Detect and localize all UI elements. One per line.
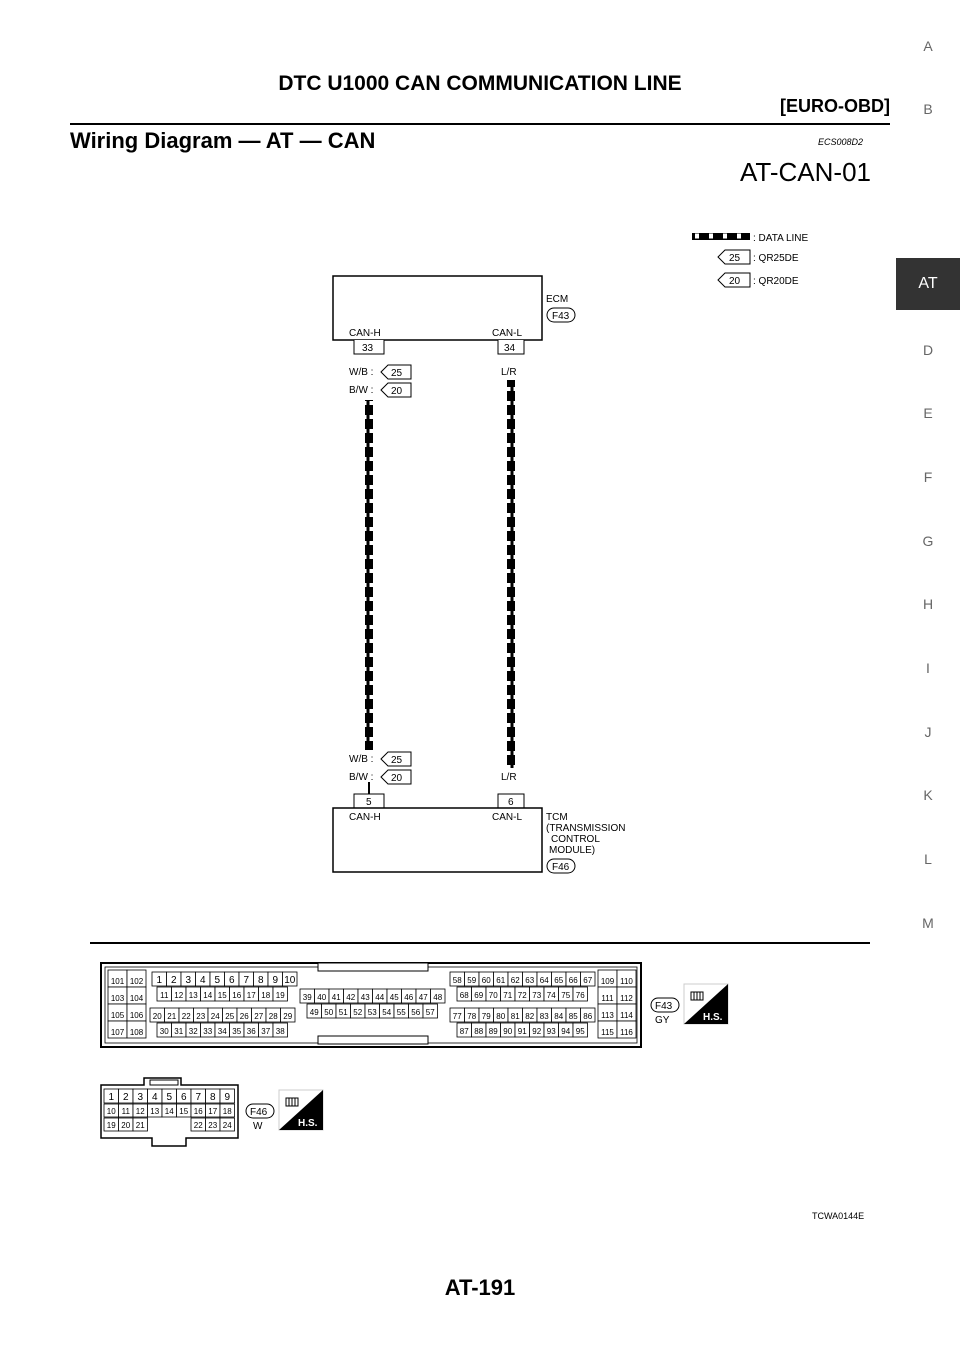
pin-number: 71: [503, 991, 513, 1000]
legend: [692, 233, 809, 287]
connector-f43-face: [101, 963, 641, 1047]
pin-number: 23: [208, 1121, 218, 1130]
pin-number: 87: [459, 1027, 469, 1036]
pin-number: 116: [620, 1028, 633, 1037]
pin-number: 2: [122, 1092, 129, 1103]
pin-number: 7: [243, 975, 250, 986]
pin-number: 115: [601, 1028, 614, 1037]
pin-number: 101: [110, 977, 125, 986]
pin-number: 82: [525, 1012, 535, 1021]
pin-number: 24: [210, 1012, 220, 1021]
tab-at[interactable]: AT: [896, 258, 960, 310]
pin-number: 54: [382, 1008, 392, 1017]
wire-code-20-top: 20: [391, 386, 403, 397]
pin-number: 4: [151, 1092, 158, 1103]
pin-number: 26: [239, 1012, 249, 1021]
pin-number: 2: [170, 975, 177, 986]
wire-code-20-bottom: 20: [391, 773, 403, 784]
pin-number: 36: [246, 1027, 256, 1036]
f43-label: F43: [655, 1001, 673, 1012]
pin-number: 64: [539, 976, 549, 985]
pin-number: 21: [167, 1012, 177, 1021]
wire-bw-label-bottom: B/W :: [349, 772, 374, 783]
pin-number: 5: [214, 975, 221, 986]
ecm-pin-33: 33: [362, 343, 374, 354]
tcm-name: TCM: [546, 812, 568, 823]
pin-number: 45: [389, 993, 399, 1002]
pin-number: 6: [228, 975, 235, 986]
pin-number: 24: [222, 1121, 232, 1130]
pin-number: 57: [425, 1008, 435, 1017]
pin-number: 103: [110, 994, 125, 1003]
pin-number: 22: [193, 1121, 203, 1130]
pin-number: 85: [568, 1012, 578, 1021]
pin-number: 70: [488, 991, 498, 1000]
pin-number: 14: [164, 1107, 174, 1116]
pin-number: 35: [232, 1027, 242, 1036]
pin-number: 3: [137, 1092, 144, 1103]
wire-wb-label-bottom: W/B :: [349, 754, 374, 765]
pin-number: 72: [517, 991, 527, 1000]
tab-l[interactable]: L: [924, 851, 932, 867]
f46-lock: [150, 1080, 178, 1085]
wire-lr-label-top: L/R: [501, 367, 517, 378]
pin-number: 40: [317, 993, 327, 1002]
pin-number: 92: [532, 1027, 542, 1036]
ecm-name: ECM: [546, 294, 569, 305]
svg-text:H.S.: H.S.: [298, 1118, 318, 1129]
f46-label: F46: [250, 1107, 268, 1118]
pin-number: 65: [554, 976, 564, 985]
page-header-subtitle: [EURO-OBD]: [780, 96, 890, 116]
tab-m[interactable]: M: [922, 915, 934, 931]
pin-number: 5: [166, 1092, 173, 1103]
pin-number: 62: [510, 976, 520, 985]
data-line-sample: [692, 233, 750, 240]
pin-number: 88: [474, 1027, 484, 1036]
pin-number: 83: [539, 1012, 549, 1021]
pin-number: 43: [360, 993, 370, 1002]
can-h-data-line: [365, 400, 373, 750]
pin-number: 86: [583, 1012, 593, 1021]
pin-number: 1: [108, 1092, 115, 1103]
pin-number: 17: [246, 991, 256, 1000]
pin-number: 61: [496, 976, 506, 985]
tab-e[interactable]: E: [923, 405, 933, 421]
pin-number: 27: [254, 1012, 264, 1021]
pin-number: 9: [224, 1092, 231, 1103]
pin-number: 7: [195, 1092, 202, 1103]
pin-number: 78: [467, 1012, 477, 1021]
pin-number: 21: [135, 1121, 145, 1130]
pin-number: 20: [121, 1121, 131, 1130]
legend-code-20: 20: [729, 276, 741, 287]
pin-number: 1: [156, 975, 163, 986]
wire-bw-label-top: B/W :: [349, 385, 374, 396]
pin-number: 67: [583, 976, 593, 985]
pin-number: 3: [185, 975, 192, 986]
pin-number: 80: [496, 1012, 506, 1021]
pin-number: 28: [268, 1012, 278, 1021]
hs-icon-f46: [279, 1090, 323, 1130]
wire-lr-label-bottom: L/R: [501, 772, 517, 783]
f43-key-bottom: [318, 1036, 428, 1044]
pin-number: 41: [331, 993, 341, 1002]
pin-number: 4: [199, 975, 206, 986]
f46-color: W: [253, 1121, 263, 1132]
pin-number: 11: [160, 991, 169, 1000]
pin-number: 107: [110, 1028, 125, 1037]
pin-number: 13: [188, 991, 198, 1000]
pin-number: 102: [129, 977, 144, 986]
legend-qr20de: : QR20DE: [753, 276, 799, 287]
tcm-desc-1: (TRANSMISSION: [546, 823, 626, 834]
page-header-title: DTC U1000 CAN COMMUNICATION LINE: [278, 72, 682, 95]
tab-h[interactable]: H: [922, 596, 934, 612]
pin-number: 53: [367, 1008, 377, 1017]
tab-f[interactable]: F: [923, 469, 933, 485]
pin-number: 47: [418, 993, 428, 1002]
pin-number: 11: [121, 1107, 130, 1116]
pin-number: 25: [225, 1012, 235, 1021]
pin-number: 14: [203, 991, 213, 1000]
pin-number: 109: [600, 977, 615, 986]
pin-number: 33: [203, 1027, 213, 1036]
pin-number: 56: [411, 1008, 421, 1017]
pin-number: 77: [452, 1012, 462, 1021]
diagram-id: AT-CAN-01: [740, 157, 871, 187]
pin-number: 75: [561, 991, 571, 1000]
pin-number: 18: [222, 1107, 232, 1116]
figure-id: TCWA0144E: [812, 1211, 865, 1221]
tcm-pin-6: 6: [508, 797, 514, 808]
legend-qr25de: : QR25DE: [753, 253, 799, 264]
pin-number: 105: [110, 1011, 125, 1020]
pin-number: 19: [275, 991, 285, 1000]
pin-number: 16: [193, 1107, 203, 1116]
pin-number: 22: [181, 1012, 191, 1021]
tab-k[interactable]: K: [923, 787, 933, 803]
pin-number: 104: [129, 994, 144, 1003]
ecm-pin-34: 34: [504, 343, 516, 354]
pin-number: 106: [129, 1011, 144, 1020]
pin-number: 95: [575, 1027, 585, 1036]
pin-number: 31: [174, 1027, 184, 1036]
pin-number: 10: [284, 975, 296, 986]
tab-i[interactable]: I: [926, 660, 930, 676]
pin-number: 37: [261, 1027, 271, 1036]
tab-g[interactable]: G: [922, 533, 934, 549]
tab-a[interactable]: A: [923, 38, 933, 54]
pin-number: 44: [375, 993, 385, 1002]
pin-number: 32: [188, 1027, 198, 1036]
legend-code-25: 25: [729, 253, 741, 264]
pin-number: 110: [620, 977, 633, 986]
pin-number: 94: [561, 1027, 571, 1036]
can-l-data-line: [507, 380, 515, 768]
pin-number: 30: [159, 1027, 169, 1036]
pin-number: 34: [217, 1027, 227, 1036]
f43-key-top: [318, 963, 428, 971]
pin-number: 8: [209, 1092, 216, 1103]
pin-number: 93: [546, 1027, 556, 1036]
pin-number: 49: [309, 1008, 319, 1017]
section-code: ECS008D2: [818, 137, 864, 147]
tcm-desc-3: MODULE): [549, 845, 596, 856]
pin-number: 59: [467, 976, 477, 985]
pin-number: 108: [129, 1028, 144, 1037]
pin-number: 38: [275, 1027, 285, 1036]
pin-number: 79: [481, 1012, 491, 1021]
pin-number: 15: [217, 991, 227, 1000]
pin-number: 63: [525, 976, 535, 985]
pin-number: 90: [503, 1027, 513, 1036]
pin-number: 55: [396, 1008, 406, 1017]
diagram-divider: [90, 942, 870, 944]
ecm-unit: [333, 276, 575, 354]
tcm-can-h-label: CAN-H: [349, 812, 381, 823]
pin-number: 13: [150, 1107, 160, 1116]
tab-d[interactable]: D: [922, 342, 934, 358]
section-title: Wiring Diagram — AT — CAN: [70, 128, 376, 153]
page-number: AT-191: [444, 1275, 516, 1300]
pin-number: 12: [174, 991, 184, 1000]
pin-number: 39: [302, 993, 312, 1002]
pin-number: 29: [283, 1012, 293, 1021]
pin-number: 89: [488, 1027, 498, 1036]
pin-number: 10: [106, 1107, 116, 1116]
pin-number: 111: [601, 994, 614, 1003]
pin-number: 91: [517, 1027, 527, 1036]
tcm-desc-2: CONTROL: [551, 834, 600, 845]
pin-number: 58: [452, 976, 462, 985]
wire-wb-label-top: W/B :: [349, 367, 374, 378]
pin-number: 48: [433, 993, 443, 1002]
pin-number: 19: [106, 1121, 116, 1130]
pin-number: 60: [481, 976, 491, 985]
pin-number: 42: [346, 993, 356, 1002]
pin-number: 81: [510, 1012, 520, 1021]
pin-number: 114: [620, 1011, 633, 1020]
pin-number: 20: [152, 1012, 162, 1021]
ecm-can-h-label: CAN-H: [349, 328, 381, 339]
tcm-can-l-label: CAN-L: [492, 812, 523, 823]
ecm-can-l-label: CAN-L: [492, 328, 523, 339]
wire-code-25-bottom: 25: [391, 755, 403, 766]
pin-number: 73: [532, 991, 542, 1000]
tcm-unit: [333, 794, 625, 873]
pin-number: 46: [404, 993, 414, 1002]
tcm-connector: F46: [552, 862, 570, 873]
pin-number: 113: [601, 1011, 614, 1020]
pin-number: 50: [324, 1008, 334, 1017]
pin-number: 16: [232, 991, 242, 1000]
wire-code-25-top: 25: [391, 368, 403, 379]
pin-number: 112: [620, 994, 633, 1003]
pin-number: 23: [196, 1012, 206, 1021]
pin-number: 8: [257, 975, 264, 986]
svg-text:H.S.: H.S.: [703, 1012, 723, 1023]
pin-number: 17: [208, 1107, 218, 1116]
tcm-pin-5: 5: [366, 797, 372, 808]
pin-number: 51: [338, 1008, 348, 1017]
f43-color: GY: [655, 1015, 670, 1026]
pin-number: 52: [353, 1008, 363, 1017]
pin-number: 9: [272, 975, 279, 986]
pin-number: 74: [546, 991, 556, 1000]
pin-number: 18: [261, 991, 271, 1000]
pin-number: 84: [554, 1012, 564, 1021]
tab-j[interactable]: J: [924, 724, 932, 740]
legend-data-line: : DATA LINE: [753, 233, 809, 244]
connector-f46-face: [101, 1078, 238, 1146]
pin-number: 66: [568, 976, 578, 985]
hs-icon-f43: [684, 984, 728, 1024]
pin-number: 6: [180, 1092, 187, 1103]
pin-number: 68: [459, 991, 469, 1000]
pin-number: 15: [179, 1107, 189, 1116]
ecm-connector: F43: [552, 311, 570, 322]
pin-number: 69: [474, 991, 484, 1000]
tab-b[interactable]: B: [923, 101, 933, 117]
pin-number: 12: [135, 1107, 145, 1116]
pin-number: 76: [575, 991, 585, 1000]
